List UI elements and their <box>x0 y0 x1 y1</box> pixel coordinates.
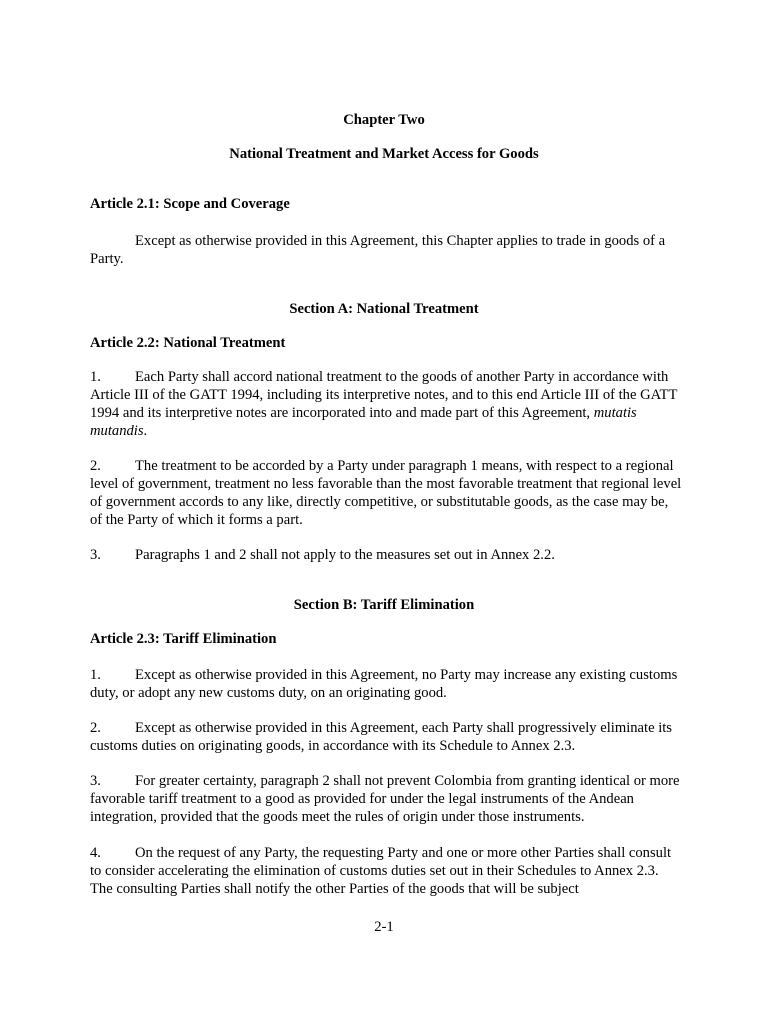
section-a-heading: Section A: National Treatment <box>289 301 479 317</box>
page-number: 2-1 <box>374 919 394 935</box>
article-2-3-paragraph-3: 3. For greater certainty, paragraph 2 shall not prevent Colombia from granting identical or more favorable tariff treatment to a good as provided for under the legal instruments of the Andean integration, provided that the goods meet the rules of origin under those instruments. <box>90 773 680 825</box>
article-2-3-paragraph-2: 2. Except as otherwise provided in this Agreement, each Party shall progressively eliminate its customs duties on originating goods, in accordance with its Schedule to Annex 2.3. <box>90 720 672 754</box>
article-2-2-paragraph-1: 1. Each Party shall accord national treatment to the goods of another Party in accordance with Article III of the GATT 1994, including its interpretive notes, and to this end Article III of the GATT 1994 and its interpretive notes are incorporated into and made part of this Agreement, mutatis mutandis. <box>90 369 678 439</box>
article-2-2-paragraph-3: 3. Paragraphs 1 and 2 shall not apply to the measures set out in Annex 2.2. <box>90 547 555 563</box>
article-2-2-paragraph-2: 2. The treatment to be accorded by a Party under paragraph 1 means, with respect to a regional level of government, treatment no less favorable than the most favorable treatment that regional level of government accords to any like, directly competitive, or substitutable goods, as the case may be, of the Party of which it forms a part. <box>90 458 682 528</box>
chapter-subtitle: National Treatment and Market Access for Goods <box>229 146 539 162</box>
chapter-title: Chapter Two <box>343 112 425 128</box>
article-2-3-heading: Article 2.3: Tariff Elimination <box>90 631 277 647</box>
article-2-3-paragraph-1: 1. Except as otherwise provided in this Agreement, no Party may increase any existing customs duty, or adopt any new customs duty, on an originating good. <box>90 667 678 701</box>
article-2-1-heading: Article 2.1: Scope and Coverage <box>90 196 290 212</box>
article-2-3-paragraph-4: 4. On the request of any Party, the requesting Party and one or more other Parties shall consult to consider accelerating the elimination of customs duties set out in their Schedules to Annex 2.3. The consulting Parties shall notify the other Parties of the goods that will be subject <box>90 845 672 897</box>
section-b-heading: Section B: Tariff Elimination <box>293 597 475 613</box>
article-2-1-text: Except as otherwise provided in this Agreement, this Chapter applies to trade in goods of a Party. <box>90 233 666 267</box>
article-2-2-heading: Article 2.2: National Treatment <box>90 335 286 351</box>
